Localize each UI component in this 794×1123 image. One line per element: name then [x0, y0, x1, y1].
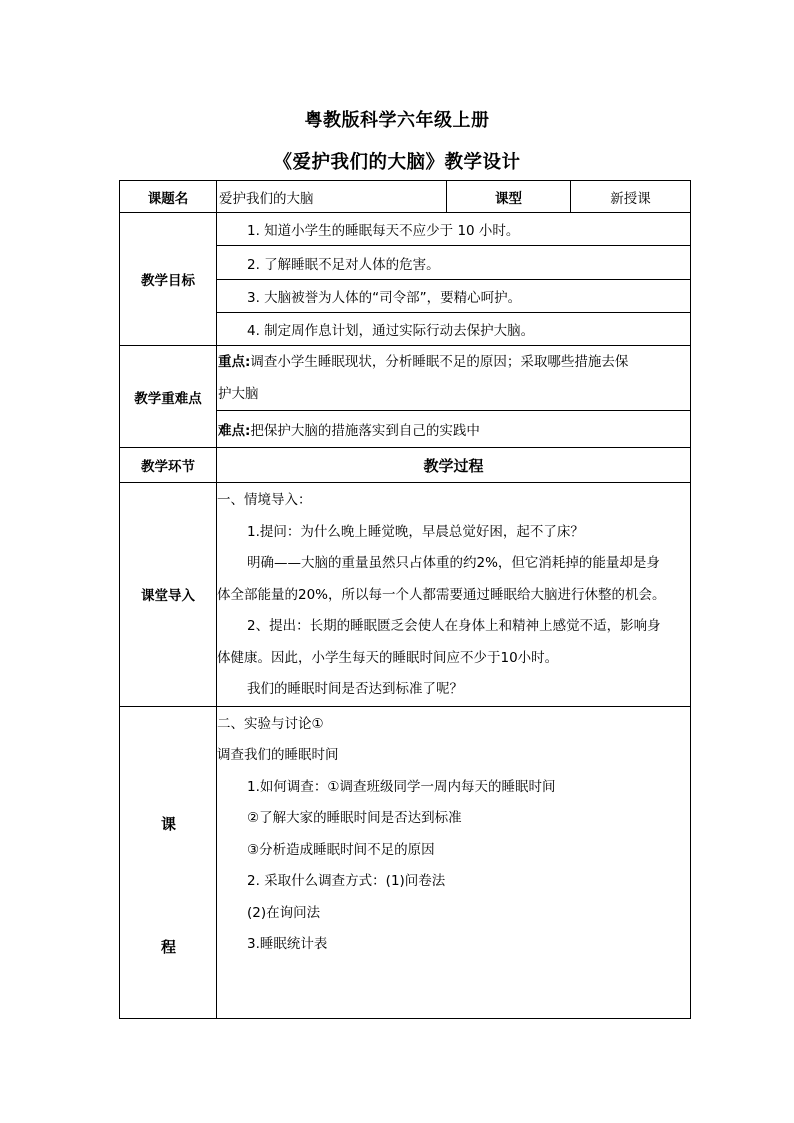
course-label-cell	[120, 706, 217, 1018]
goal-item: 4. 制定周作息计划，通过实际行动去保护大脑。	[217, 313, 691, 346]
key-points-label: 教学重难点	[120, 346, 217, 448]
difficult-point-title: 难点:	[218, 423, 251, 439]
intro-line: 我们的睡眠时间是否达到标准了呢？	[247, 681, 463, 697]
process-column-header: 教学过程	[217, 448, 691, 483]
course-line: 1.如何调查：①调查班级同学一周内每天的睡眠时间	[247, 778, 556, 795]
lesson-type-value: 新授课	[571, 181, 691, 213]
course-row	[120, 706, 691, 1018]
difficult-point-cell	[217, 411, 691, 448]
goal-item: 3. 大脑被誉为人体的“司令部”，要精心呵护。	[217, 280, 691, 313]
course-line: ③分析造成睡眠时间不足的原因	[247, 841, 435, 858]
topic-label: 课题名	[120, 181, 217, 213]
intro-line: 1.提问：为什么晚上睡觉晚，早晨总觉好困，起不了床？	[247, 523, 584, 540]
course-line: 2. 采取什么调查方式：(1)问卷法	[247, 873, 446, 889]
intro-line: 一、情境导入：	[217, 492, 312, 508]
course-label-char: 课	[161, 814, 177, 833]
topic-row	[120, 181, 691, 213]
course-line: 调查我们的睡眠时间	[217, 747, 339, 763]
course-line: 二、实验与讨论①	[217, 715, 324, 732]
goal-row	[120, 213, 691, 246]
course-line: (2)在询问法	[247, 904, 321, 921]
key-point-cell	[217, 346, 691, 411]
intro-content	[217, 483, 691, 707]
intro-line: 体全部能量的20%，所以每一个人都需要通过睡眠给大脑进行休整的机会。	[217, 586, 666, 603]
difficult-point-text: 把保护大脑的措施落实到自己的实践中	[250, 423, 480, 439]
intro-line: 2、提出：长期的睡眠匮乏会使人在身体上和精神上感觉不适，影响身	[247, 618, 661, 634]
course-line: ②了解大家的睡眠时间是否达到标准	[247, 810, 462, 826]
key-point-text-cont: 护大脑	[218, 386, 259, 402]
intro-label: 课堂导入	[120, 483, 217, 707]
stage-column-header: 教学环节	[120, 448, 217, 483]
key-point-title: 重点:	[218, 354, 251, 370]
course-line: 3.睡眠统计表	[247, 936, 328, 952]
lesson-type-label: 课型	[447, 181, 571, 213]
topic-value: 爱护我们的大脑	[217, 181, 447, 213]
lesson-title: 《爱护我们的大脑》教学设计	[273, 152, 521, 173]
document-title: 粤教版科学六年级上册	[304, 110, 490, 131]
goal-item: 2. 了解睡眠不足对人体的危害。	[217, 246, 691, 280]
intro-line: 明确——大脑的重量虽然只占体重的约2%，但它消耗掉的能量却是身	[247, 555, 660, 571]
process-header-row	[120, 448, 691, 483]
key-point-text: 调查小学生睡眠现状，分析睡眠不足的原因；采取哪些措施去保	[250, 354, 629, 370]
key-point-row	[120, 346, 691, 411]
course-content	[217, 706, 691, 1018]
intro-line: 体健康。因此，小学生每天的睡眠时间应不少于10小时。	[217, 649, 559, 666]
course-label-char: 程	[161, 937, 177, 956]
lesson-plan-table	[119, 180, 691, 1019]
intro-row	[120, 483, 691, 707]
goals-label: 教学目标	[120, 213, 217, 346]
goal-item: 1. 知道小学生的睡眠每天不应少于 10 小时。	[217, 213, 691, 246]
